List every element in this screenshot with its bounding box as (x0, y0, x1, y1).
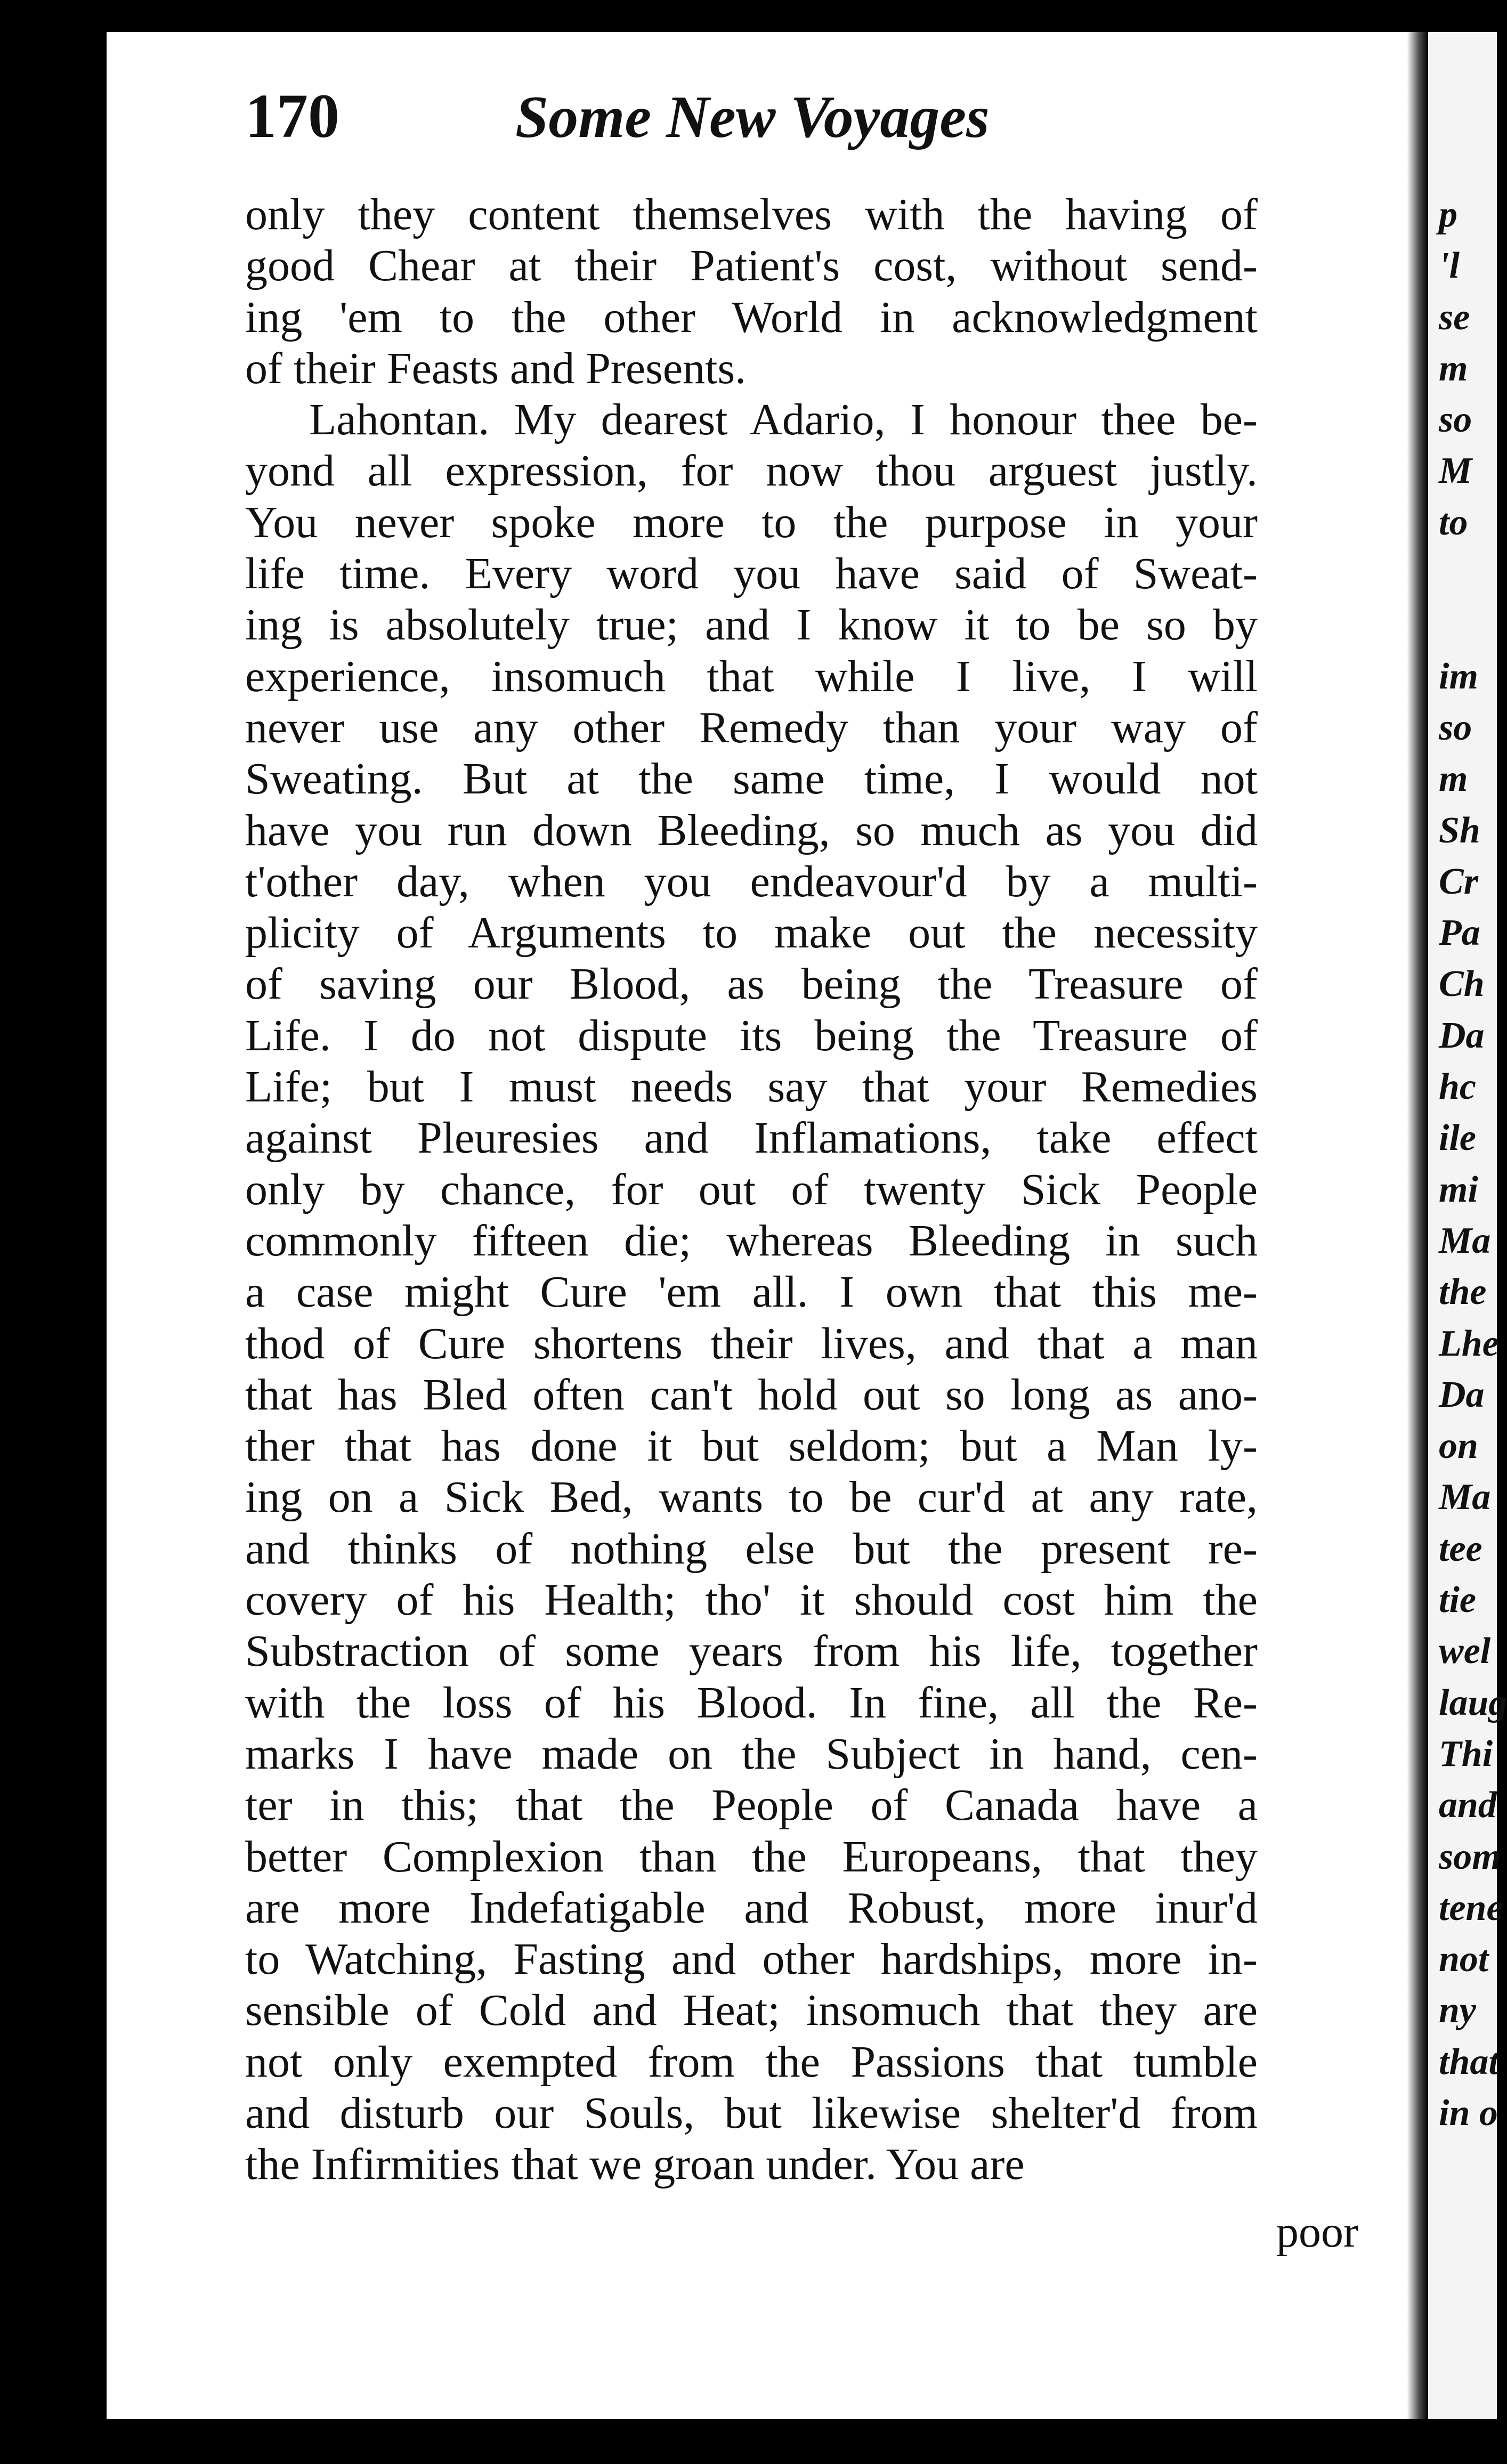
facing-page-fragments (1439, 189, 1507, 2191)
text-line: of saving our Blood, as being the Treasure of (245, 959, 1258, 1009)
page-number: 170 (245, 81, 339, 151)
facing-line-fragment: im (1439, 655, 1478, 697)
text-line: sensible of Cold and Heat; insomuch that they are (245, 1985, 1258, 2036)
facing-line-fragment: that (1439, 2041, 1499, 2082)
text-line: of their Feasts and Presents. (245, 343, 747, 393)
facing-line-fragment: se (1439, 296, 1470, 338)
text-line: not only exempted from the Passions that tumble (245, 2037, 1258, 2087)
text-line: have you run down Bleeding, so much as you did (245, 805, 1258, 855)
body-text (245, 189, 1258, 2191)
facing-line-fragment: so (1439, 399, 1472, 441)
facing-line-fragment: Ch (1439, 963, 1485, 1005)
facing-line-fragment: Ma (1439, 1477, 1491, 1518)
facing-line-fragment: tene (1439, 1887, 1503, 1928)
text-line: marks I have made on the Subject in hand, cen- (245, 1729, 1258, 1779)
facing-line-fragment: not (1439, 1939, 1489, 1980)
facing-line-fragment: m (1439, 347, 1468, 389)
facing-line-fragment: laug (1439, 1682, 1507, 1723)
facing-line-fragment: Da (1439, 1015, 1485, 1056)
text-line: life time. Every word you have said of Sweat- (245, 549, 1258, 599)
text-line: ing 'em to the other World in acknowledgment (245, 292, 1258, 342)
text-line: Lahontan. My dearest Adario, I honour thee be- (309, 395, 1258, 445)
text-line: and disturb our Souls, but likewise shelter'd from (245, 2088, 1258, 2138)
facing-line-fragment: 'l (1439, 245, 1460, 287)
facing-line-fragment: Sh (1439, 809, 1480, 851)
text-line: Substraction of some years from his life, together (245, 1626, 1258, 1676)
facing-line-fragment: tee (1439, 1528, 1482, 1569)
running-title: Some New Voyages (515, 84, 990, 150)
text-line: with the loss of his Blood. In fine, all the Re- (245, 1677, 1258, 1728)
facing-line-fragment: hc (1439, 1066, 1476, 1108)
text-line: and thinks of nothing else but the present re- (245, 1523, 1258, 1574)
text-line: experience, insomuch that while I live, I will (245, 651, 1258, 701)
facing-line-fragment: p (1439, 194, 1457, 235)
facing-line-fragment: som (1439, 1836, 1501, 1877)
facing-line-fragment: in o (1439, 2092, 1498, 2134)
text-line: yond all expression, for now thou arguest justly. (245, 446, 1258, 496)
facing-line-fragment: the (1439, 1271, 1487, 1313)
facing-line-fragment (1439, 2139, 1495, 2190)
facing-line-fragment: m (1439, 758, 1468, 800)
facing-line-fragment: Pa (1439, 912, 1480, 954)
facing-line-fragment: wel (1439, 1631, 1491, 1672)
text-line: only they content themselves with the having of (245, 190, 1258, 239)
text-line: that has Bled often can't hold out so long as ano- (245, 1369, 1258, 1420)
facing-line-fragment: so (1439, 707, 1472, 748)
text-line: thod of Cure shortens their lives, and that a man (245, 1318, 1258, 1368)
facing-line-fragment: Cr (1439, 861, 1478, 902)
text-line: Sweating. But at the same time, I would not (245, 754, 1258, 804)
facing-line-fragment: Lhe (1439, 1323, 1499, 1364)
facing-line-fragment: ile (1439, 1117, 1476, 1159)
catchword: poor (1276, 2207, 1358, 2257)
text-line: are more Indefatigable and Robust, more inur'd (245, 1883, 1258, 1933)
text-line: to Watching, Fasting and other hardships, more in- (245, 1934, 1258, 1984)
text-line: the Infirmities that we groan under. You are (245, 2139, 1025, 2190)
facing-line-fragment: Ma (1439, 1220, 1491, 1261)
facing-line-fragment: M (1439, 450, 1472, 492)
facing-line-fragment: ny (1439, 1990, 1476, 2031)
page-header (245, 80, 990, 152)
text-line: Life. I do not dispute its being the Treasure of (245, 1010, 1258, 1060)
facing-line-fragment: mi (1439, 1169, 1478, 1210)
facing-line-fragment: and (1439, 1785, 1497, 1826)
text-line: Life; but I must needs say that your Remedies (245, 1062, 1258, 1112)
facing-line-fragment: to (1439, 501, 1468, 543)
text-line: good Chear at their Patient's cost, without send- (245, 241, 1258, 291)
text-line: never use any other Remedy than your way of (245, 702, 1258, 752)
text-line: a case might Cure 'em all. I own that this me- (245, 1267, 1258, 1317)
text-line: You never spoke more to the purpose in your (245, 497, 1258, 547)
text-line: plicity of Arguments to make out the necessity (245, 908, 1258, 958)
facing-line-fragment (1439, 599, 1495, 651)
text-line: ing on a Sick Bed, wants to be cur'd at any rate, (245, 1472, 1258, 1522)
text-line: only by chance, for out of twenty Sick People (245, 1164, 1258, 1214)
text-line: against Pleuresies and Inflamations, take effect (245, 1113, 1258, 1163)
text-line: ing is absolutely true; and I know it to be so by (245, 600, 1258, 650)
gutter-shadow (1407, 32, 1428, 2419)
facing-line-fragment: on (1439, 1425, 1478, 1467)
facing-line-fragment: Thi (1439, 1733, 1493, 1774)
text-line: t'other day, when you endeavour'd by a multi- (245, 856, 1258, 906)
text-line: ther that has done it but seldom; but a Man ly- (245, 1421, 1258, 1471)
text-line: covery of his Health; tho' it should cost him the (245, 1575, 1258, 1625)
text-line: ter in this; that the People of Canada have a (245, 1780, 1258, 1830)
text-line: better Complexion than the Europeans, that they (245, 1831, 1258, 1882)
text-line: commonly fifteen die; whereas Bleeding in such (245, 1215, 1258, 1266)
facing-line-fragment: Da (1439, 1374, 1485, 1415)
facing-line-fragment (1439, 548, 1495, 599)
facing-line-fragment: tie (1439, 1579, 1476, 1621)
